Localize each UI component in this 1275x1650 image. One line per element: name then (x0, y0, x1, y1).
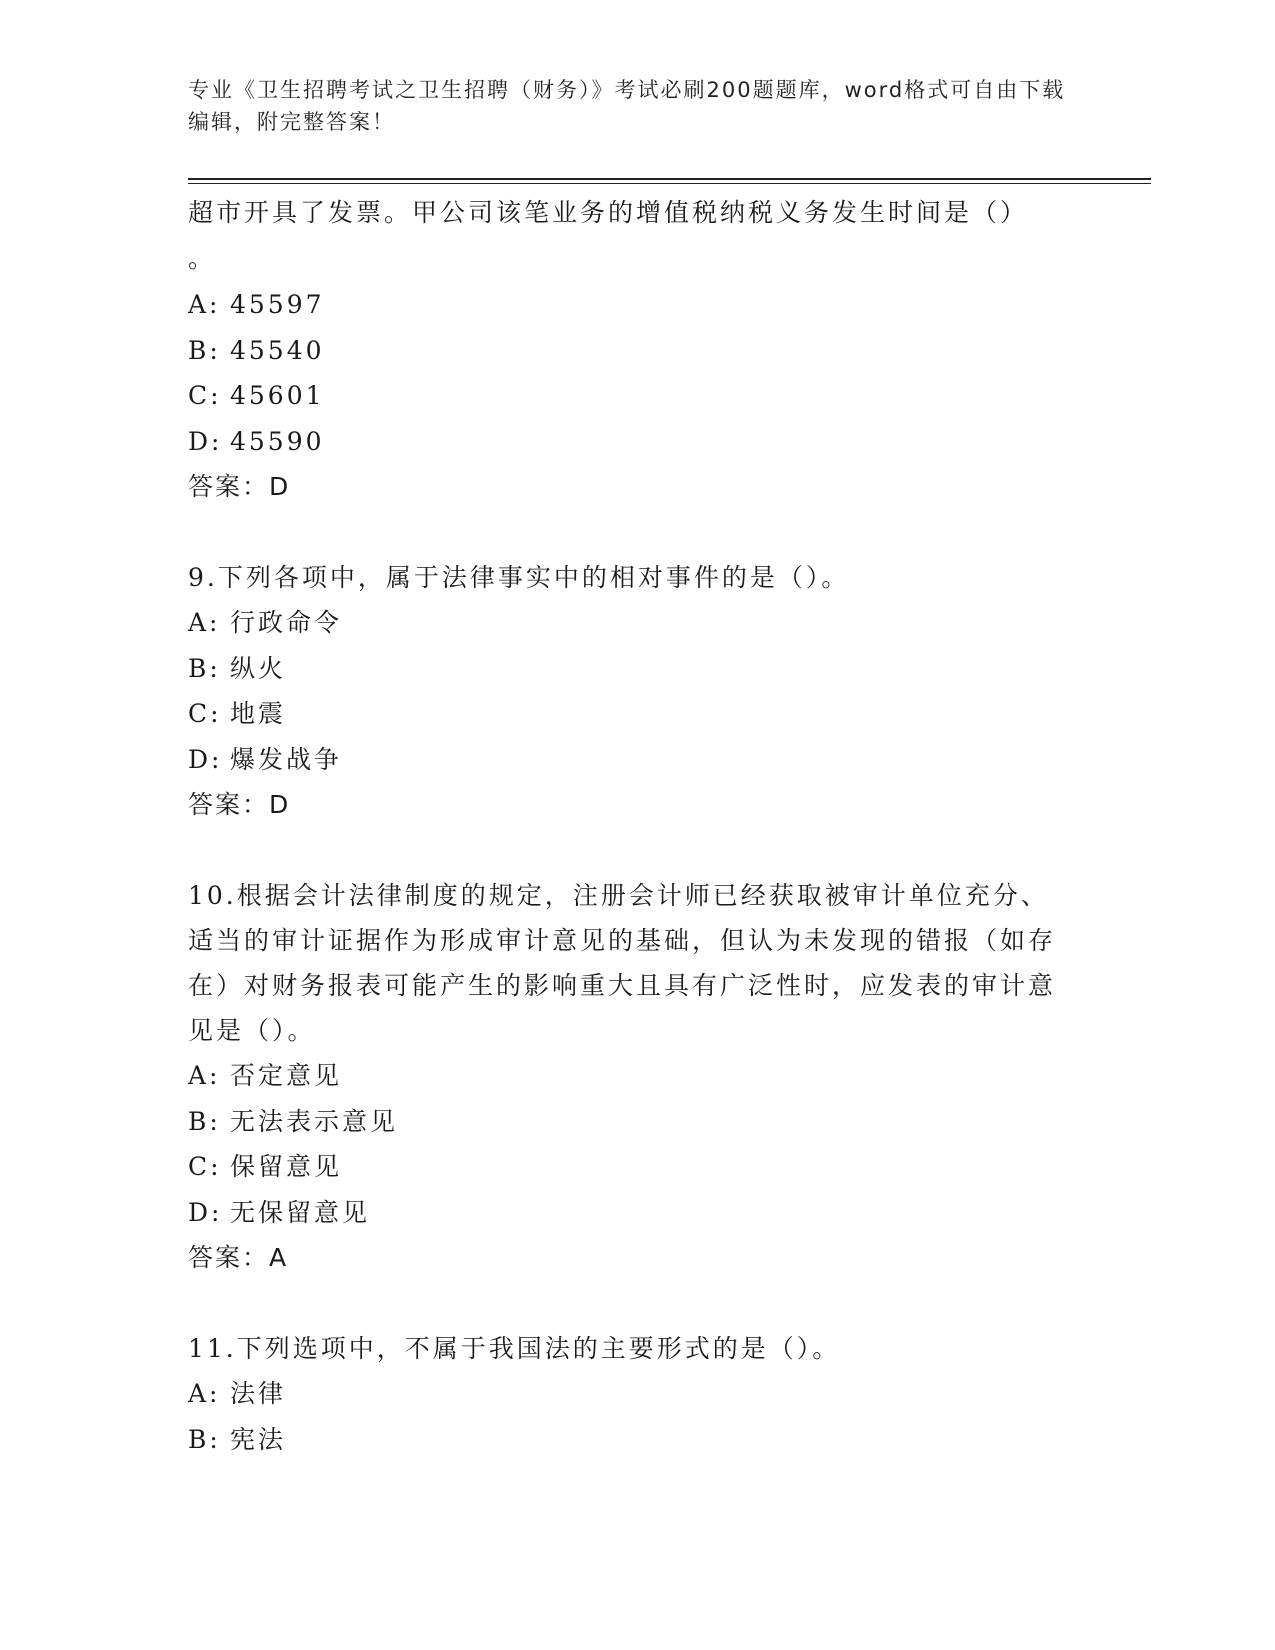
option-a (188, 1371, 1068, 1417)
question-10 (188, 873, 1068, 1280)
option-letter: A: (188, 1379, 221, 1408)
question-continued (188, 190, 1068, 509)
option-c (188, 373, 1068, 419)
option-text: 45540 (230, 335, 325, 365)
option-b (188, 646, 1068, 692)
option-text: 45590 (230, 426, 325, 456)
option-letter: C: (188, 699, 222, 728)
header-divider-thin (188, 183, 1151, 184)
option-c (188, 1144, 1068, 1190)
option-text: 地震 (230, 699, 287, 728)
option-letter: A: (188, 1061, 221, 1090)
option-text: 纵火 (230, 653, 287, 683)
option-text: 无法表示意见 (230, 1106, 399, 1136)
option-letter: C: (188, 1152, 222, 1181)
question-text: 10.根据会计法律制度的规定，注册会计师已经获取被审计单位充分、适当的审计证据作为形成审计意见的基础，但认为未发现的错报（如存在）对财务报表可能产生的影响重大且具有广泛性时，应发表的审计意见是（）。 (188, 881, 1057, 1045)
option-b (188, 1417, 1068, 1463)
option-text: 行政命令 (230, 608, 343, 637)
option-b (188, 328, 1068, 374)
question-11 (188, 1326, 1068, 1462)
option-a (188, 600, 1068, 646)
option-letter: D: (188, 426, 223, 456)
option-a (188, 282, 1068, 328)
answer-line: 答案：D (188, 472, 291, 501)
option-text: 宪法 (230, 1424, 287, 1454)
option-d (188, 737, 1068, 783)
option-letter: A: (188, 290, 221, 319)
option-text: 保留意见 (230, 1152, 343, 1181)
question-text: 9.下列各项中，属于法律事实中的相对事件的是（）。 (188, 563, 850, 592)
option-letter: B: (188, 653, 221, 683)
option-letter: D: (188, 1197, 223, 1227)
option-text: 45597 (230, 290, 325, 319)
option-letter: D: (188, 744, 223, 774)
answer-line: 答案：D (188, 790, 291, 819)
option-d (188, 1190, 1068, 1236)
document-body (188, 190, 1068, 1462)
option-text: 45601 (230, 381, 325, 410)
option-text: 无保留意见 (230, 1197, 371, 1227)
option-text: 法律 (230, 1379, 287, 1408)
option-d (188, 419, 1068, 465)
question-text-line: 。 (188, 244, 217, 273)
document-header: 专业《卫生招聘考试之卫生招聘（财务）》考试必刷200题题库，word格式可自由下载编辑，附完整答案！ (188, 78, 1066, 134)
option-a (188, 1053, 1068, 1099)
option-b (188, 1099, 1068, 1145)
option-text: 否定意见 (230, 1061, 343, 1090)
header-divider-thick (188, 178, 1151, 180)
answer-line: 答案：A (188, 1243, 289, 1272)
option-letter: A: (188, 608, 221, 637)
option-letter: B: (188, 1424, 221, 1454)
option-letter: C: (188, 381, 222, 410)
question-9 (188, 555, 1068, 827)
question-text: 11.下列选项中，不属于我国法的主要形式的是（）。 (188, 1334, 841, 1363)
option-letter: B: (188, 1106, 221, 1136)
option-text: 爆发战争 (230, 744, 343, 774)
option-c (188, 691, 1068, 737)
question-text-line: 超市开具了发票。甲公司该笔业务的增值税纳税义务发生时间是（） (188, 198, 1029, 227)
option-letter: B: (188, 335, 221, 365)
